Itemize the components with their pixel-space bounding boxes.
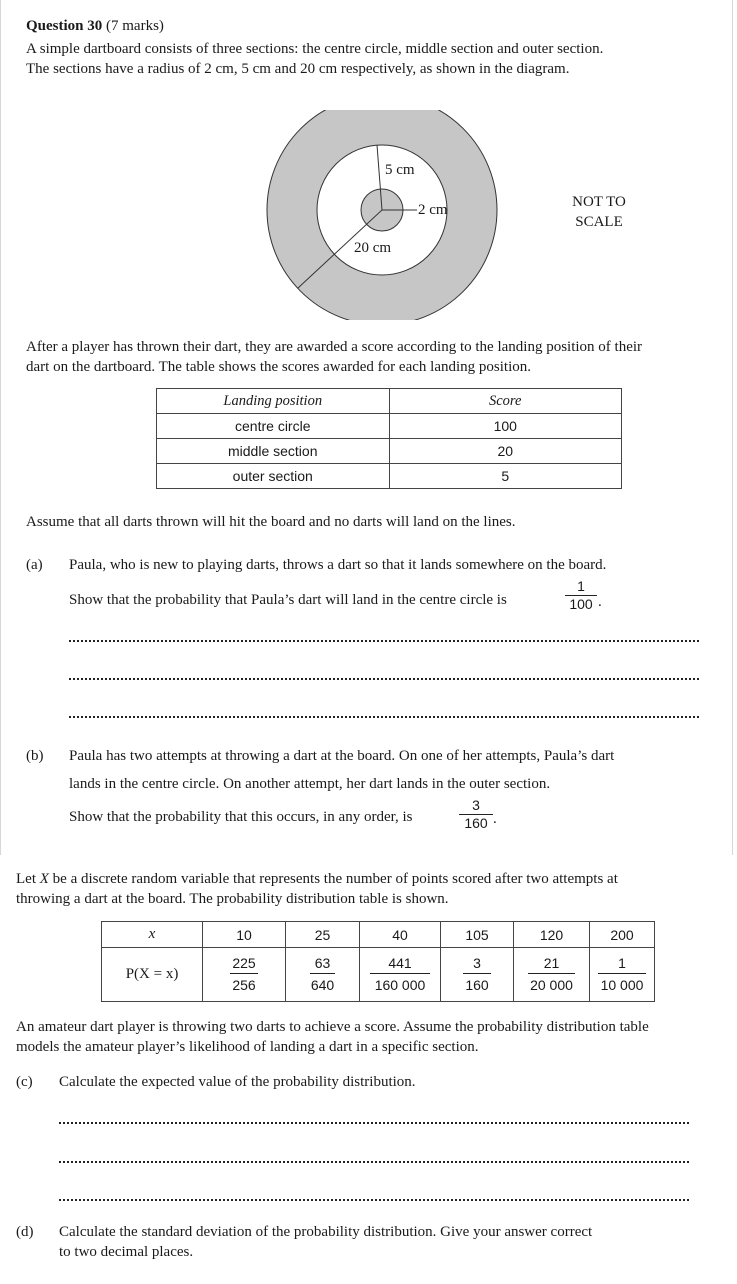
- p-fraction: [514, 948, 590, 1002]
- random-variable: X: [39, 871, 49, 887]
- part-a-period: .: [598, 594, 602, 610]
- p-fraction: [360, 948, 441, 1002]
- row-score: 100: [389, 414, 622, 439]
- header-landing-position: Landing position: [157, 389, 390, 414]
- answer-line[interactable]: [69, 716, 699, 718]
- part-d-label: (d): [16, 1224, 34, 1240]
- x-value: 120: [514, 922, 590, 948]
- part-a-line-1: Paula, who is new to playing darts, throws a dart so that it lands somewhere on the board.: [69, 557, 607, 573]
- assumption-text: Assume that all darts thrown will hit the board and no darts will land on the lines.: [26, 514, 516, 530]
- table-row: [157, 439, 622, 464]
- part-c-label: (c): [16, 1074, 33, 1090]
- p-fraction: [286, 948, 360, 1002]
- part-d-line-2: to two decimal places.: [59, 1244, 194, 1260]
- part-b-period: .: [493, 811, 497, 827]
- not-to-scale-line-1: NOT TO: [572, 194, 626, 210]
- p-denominator: 10 000: [600, 977, 644, 993]
- row-score: 5: [389, 464, 622, 489]
- p-denominator: 256: [232, 977, 256, 993]
- part-b-numerator: 3: [472, 797, 480, 813]
- x-value: 40: [360, 922, 441, 948]
- question-marks: (7 marks): [106, 18, 164, 34]
- part-a-line-2: Show that the probability that Paula’s dart will land in the centre circle is: [69, 592, 507, 608]
- p-numerator: 3: [463, 953, 491, 974]
- row-score: 20: [389, 439, 622, 464]
- label-5cm: 5 cm: [385, 162, 415, 178]
- p-denominator: 160: [465, 977, 489, 993]
- answer-line[interactable]: [69, 678, 699, 680]
- table-row: [157, 464, 622, 489]
- table-row: [157, 414, 622, 439]
- scoring-text-1: After a player has thrown their dart, they are awarded a score according to the landing position of their: [26, 339, 643, 355]
- p-row: [102, 948, 655, 1002]
- row-position: centre circle: [157, 414, 390, 439]
- score-table-header: [157, 389, 622, 414]
- part-a-label: (a): [26, 557, 43, 573]
- p-header: P(X = x): [102, 948, 203, 1002]
- part-b-line-2: lands in the centre circle. On another attempt, her dart lands in the outer section.: [69, 776, 551, 792]
- p-fraction: [203, 948, 286, 1002]
- intro-line-2: The sections have a radius of 2 cm, 5 cm and 20 cm respectively, as shown in the diagram.: [26, 61, 570, 77]
- amateur-text-1: An amateur dart player is throwing two darts to achieve a score. Assume the probability distribution table: [16, 1019, 649, 1035]
- label-20cm: 20 cm: [354, 240, 392, 256]
- p-denominator: 160 000: [374, 977, 426, 993]
- left-margin-rule: [0, 0, 1, 855]
- probability-distribution-table: [101, 921, 655, 1002]
- question-heading: [26, 16, 164, 36]
- x-value: 25: [286, 922, 360, 948]
- distribution-intro-2: throwing a dart at the board. The probability distribution table is shown.: [16, 891, 449, 907]
- x-header: x: [102, 922, 203, 948]
- amateur-text-2: models the amateur player’s likelihood of landing a dart in a specific section.: [16, 1039, 479, 1055]
- intro-post: be a discrete random variable that represents the number of points scored after two attempts at: [48, 871, 618, 887]
- header-score: Score: [389, 389, 622, 414]
- x-value: 10: [203, 922, 286, 948]
- part-c-text: Calculate the expected value of the probability distribution.: [59, 1074, 416, 1090]
- distribution-intro-1: [16, 869, 618, 889]
- p-fraction: [590, 948, 655, 1002]
- part-d-line-1: Calculate the standard deviation of the probability distribution. Give your answer correct: [59, 1224, 593, 1240]
- p-numerator: 225: [230, 953, 257, 974]
- x-row: [102, 922, 655, 948]
- answer-line[interactable]: [59, 1161, 689, 1163]
- p-denominator: 640: [310, 977, 335, 993]
- intro-line-1: A simple dartboard consists of three sections: the centre circle, middle section and outer section.: [26, 41, 604, 57]
- answer-line[interactable]: [69, 640, 699, 642]
- question-number: Question 30: [26, 18, 103, 34]
- not-to-scale-note: [560, 192, 638, 232]
- intro-pre: Let: [16, 871, 40, 887]
- part-a-denominator: 100: [569, 596, 593, 612]
- p-numerator: 441: [370, 953, 429, 974]
- part-b-label: (b): [26, 748, 44, 764]
- part-a-numerator: 1: [577, 578, 585, 594]
- p-fraction: [441, 948, 514, 1002]
- p-numerator: 21: [528, 953, 576, 974]
- x-value: 105: [441, 922, 514, 948]
- not-to-scale-line-2: SCALE: [575, 214, 623, 230]
- row-position: outer section: [157, 464, 390, 489]
- part-b-denominator: 160: [464, 815, 488, 831]
- answer-line[interactable]: [59, 1122, 689, 1124]
- part-b-line-1: Paula has two attempts at throwing a dart at the board. On one of her attempts, Paula’s dart: [69, 748, 615, 764]
- part-b-line-3: Show that the probability that this occurs, in any order, is: [69, 809, 413, 825]
- label-2cm: 2 cm: [418, 202, 448, 218]
- row-position: middle section: [157, 439, 390, 464]
- score-table: [156, 388, 622, 489]
- scoring-text-2: dart on the dartboard. The table shows the scores awarded for each landing position.: [26, 359, 531, 375]
- answer-line[interactable]: [59, 1199, 689, 1201]
- p-numerator: 1: [598, 953, 646, 974]
- part-a-fraction: [565, 578, 597, 613]
- dartboard-diagram: [265, 110, 515, 320]
- x-value: 200: [590, 922, 655, 948]
- p-denominator: 20 000: [530, 977, 573, 993]
- part-b-fraction: [459, 797, 493, 832]
- p-numerator: 63: [310, 953, 336, 974]
- right-margin-rule: [732, 0, 733, 855]
